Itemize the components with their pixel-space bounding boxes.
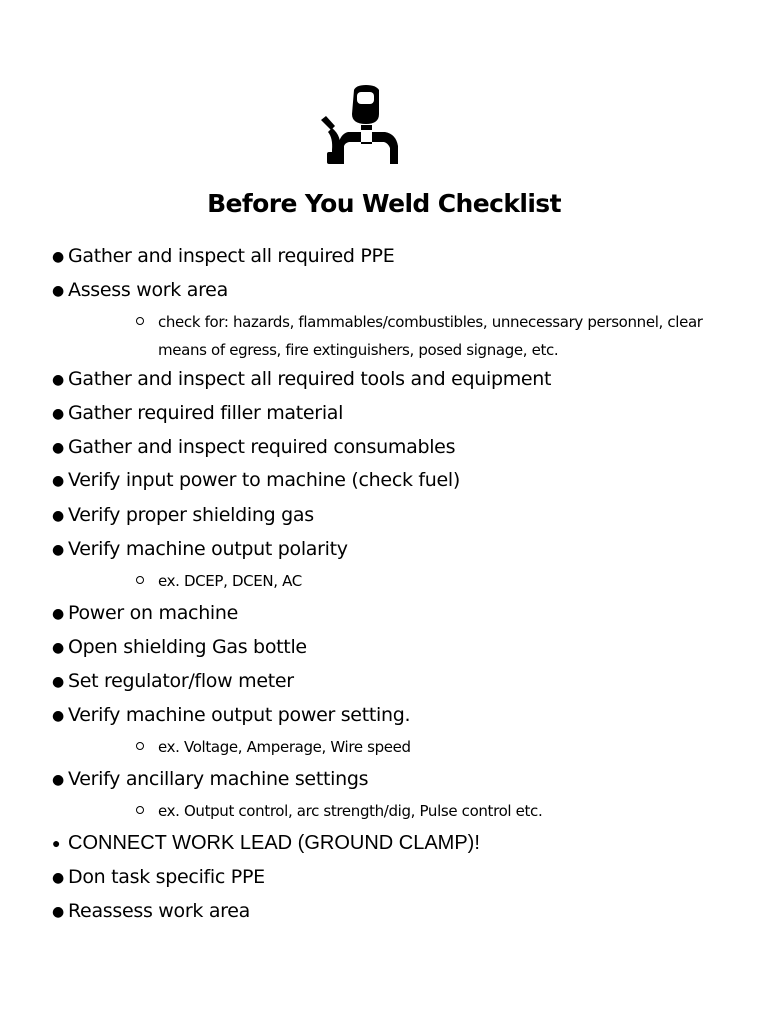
item-text: Verify machine output polarity [68, 538, 348, 560]
checklist-item [52, 435, 455, 460]
bullet-icon: ● [52, 249, 64, 265]
item-text: Gather and inspect all required PPE [68, 245, 395, 267]
item-text: Verify ancillary machine settings [68, 768, 369, 790]
checklist-item [52, 244, 394, 269]
checklist-item [52, 537, 348, 562]
checklist-item [52, 601, 238, 626]
item-text: Gather required filler material [68, 402, 344, 424]
bullet-icon: ● [52, 606, 64, 622]
sub-item-text: ex. Voltage, Amperage, Wire speed [158, 738, 411, 756]
item-text: CONNECT WORK LEAD (GROUND CLAMP)! [68, 832, 480, 854]
item-text: Open shielding Gas bottle [68, 636, 307, 658]
item-text: Power on machine [68, 602, 239, 624]
sub-item-text: means of egress, fire extinguishers, posed signage, etc. [158, 341, 559, 359]
checklist-item [52, 865, 265, 890]
bullet-icon: ● [52, 870, 64, 886]
item-text: Assess work area [68, 279, 228, 301]
bullet-icon: ● [52, 440, 64, 456]
bullet-icon: ● [52, 542, 64, 558]
checklist-item [52, 468, 460, 493]
bullet-icon: ● [52, 508, 64, 524]
item-text: Verify machine output power setting. [68, 704, 411, 726]
bullet-icon: ● [52, 708, 64, 724]
item-text: Verify proper shielding gas [68, 504, 314, 526]
sub-item-text: check for: hazards, flammables/combustibles, unnecessary personnel, clear [158, 313, 703, 331]
bullet-icon: ● [52, 674, 64, 690]
bullet-icon: ● [52, 904, 64, 920]
item-text: Gather and inspect required consumables [68, 436, 456, 458]
checklist-item [52, 503, 314, 528]
checklist-item [52, 767, 368, 792]
checklist-item [52, 669, 294, 694]
checklist-item-emphasis [52, 831, 480, 855]
circle-bullet-icon [136, 576, 144, 584]
circle-bullet-icon [136, 742, 144, 750]
checklist-item [52, 703, 410, 728]
sub-item-text: ex. Output control, arc strength/dig, Pulse control etc. [158, 802, 543, 820]
checklist-item [52, 278, 228, 303]
page-title: Before You Weld Checklist [207, 189, 561, 218]
checklist-item [52, 367, 551, 392]
item-text: Reassess work area [68, 900, 250, 922]
item-text: Set regulator/flow meter [68, 670, 294, 692]
checklist-item [52, 401, 343, 426]
circle-bullet-icon [136, 317, 144, 325]
bullet-icon: ● [52, 835, 61, 851]
item-text: Don task specific PPE [68, 866, 265, 888]
item-text: Gather and inspect all required tools and equipment [68, 368, 552, 390]
bullet-icon: ● [52, 640, 64, 656]
bullet-icon: ● [52, 283, 64, 299]
bullet-icon: ● [52, 473, 64, 489]
checklist-item [52, 635, 307, 660]
sub-item-text: ex. DCEP, DCEN, AC [158, 572, 302, 590]
item-text: Verify input power to machine (check fuel) [68, 469, 461, 491]
bullet-icon: ● [52, 406, 64, 422]
circle-bullet-icon [136, 806, 144, 814]
welder-icon [318, 84, 412, 166]
checklist-item [52, 899, 250, 924]
bullet-icon: ● [52, 772, 64, 788]
bullet-icon: ● [52, 372, 64, 388]
